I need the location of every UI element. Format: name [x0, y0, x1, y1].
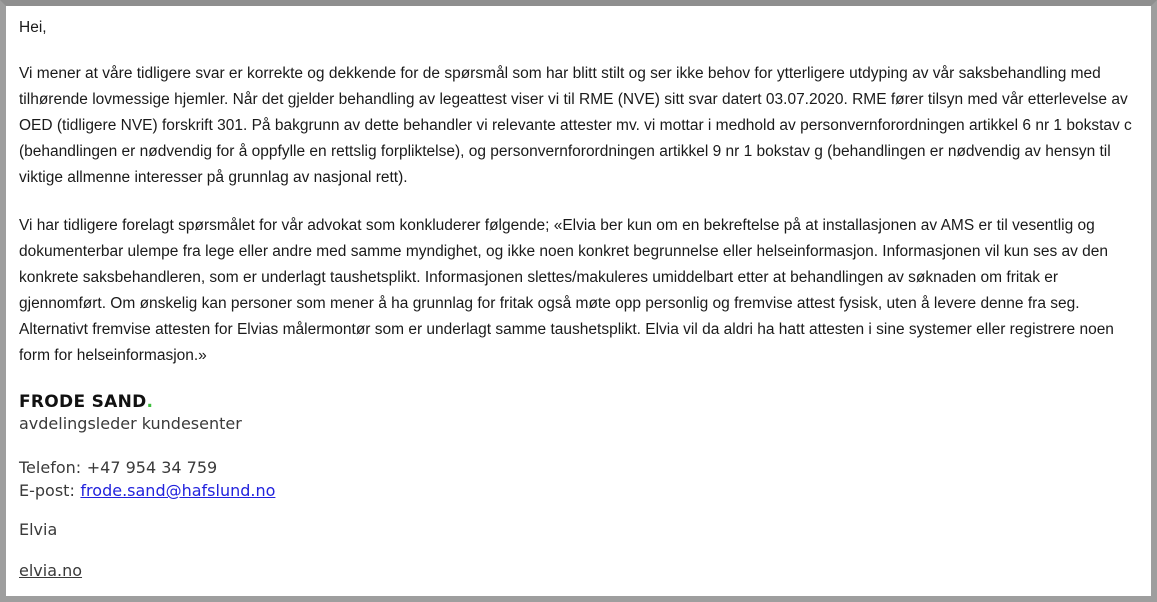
signature-block [19, 391, 1137, 582]
sender-name-text: FRODE SAND [19, 392, 147, 412]
phone-number: +47 954 34 759 [86, 458, 218, 477]
email-label: E-post: [19, 481, 75, 500]
phone-label: Telefon: [19, 458, 82, 477]
greeting-text: Hei, [19, 19, 47, 36]
email-body [14, 15, 1137, 582]
paragraph-lawyer-quote: Vi har tidligere forelagt spørsmålet for vår advokat som konkluderer følgende; «Elvia ber kun om en bekreftelse på at installasjonen av AMS er til vesentlig og dokumenterbar ulempe fra lege eller andre med samme myndighet, og ikke noen konkret begrunnelse eller helseinformasjon. Informasjonen vil kun ses av den konkrete saksbehandleren, som er underlagt taushetsplikt. Informasjonen slettes/makuleres umiddelbart etter at behandlingen av søknaden om fritak er gjennomført. Om ønskelig kan personer som mener å ha grunnlag for fritak også møte opp personlig og fremvise attest fysisk, uten å levere denne fra seg. Alternativt fremvise attesten for Elvias målermontør som er underlagt samme taushetsplikt. Elvia vil da aldri ha hatt attesten i sine systemer eller registrere noen form for helseinformasjon.» [19, 217, 1114, 364]
website-link[interactable]: elvia.no [19, 561, 83, 580]
sender-name [19, 391, 1137, 413]
phone-line [19, 456, 1137, 479]
email-address-link[interactable]: frode.sand@hafslund.no [80, 481, 276, 500]
paragraph-legal-basis: Vi mener at våre tidligere svar er korrekte og dekkende for de spørsmål som har blitt stilt og ser ikke behov for ytterligere utdyping av vår saksbehandling med tilhørende lovmessige hjemler. Når det gjelder behandling av legeattest viser vi til RME (NVE) sitt svar datert 03.07.2020. RME fører tilsyn med vår etterlevelse av OED (tidligere NVE) forskrift 301. På bakgrunn av dette behandler vi relevante attester mv. vi mottar i medhold av personvernforordningen artikkel 6 nr 1 bokstav c (behandlingen er nødvendig for å oppfylle en rettslig forpliktelse), og personvernforordningen artikkel 9 nr 1 bokstav g (behandlingen er nødvendig av hensyn til viktige allmenne interesser på grunnlag av nasjonal rett). [19, 65, 1132, 186]
green-period: . [146, 392, 154, 412]
sender-job-title: avdelingsleder kundesenter [19, 414, 242, 433]
company-name: Elvia [19, 520, 58, 539]
email-line [19, 479, 1137, 502]
